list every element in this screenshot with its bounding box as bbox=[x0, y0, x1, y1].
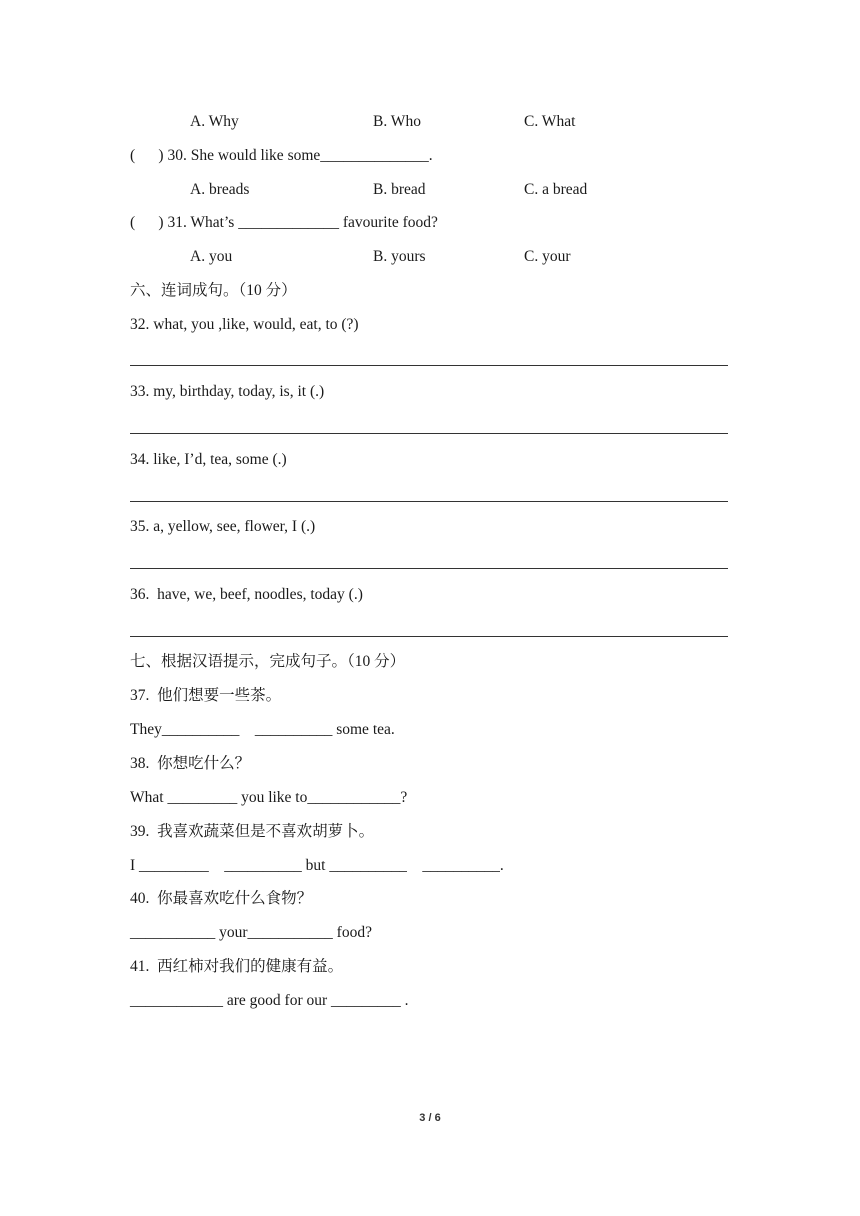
q38-prompt: 38. 你想吃什么？ bbox=[130, 755, 251, 772]
q30-option-a: A. breads bbox=[190, 181, 250, 198]
q35-answer-line[interactable] bbox=[130, 568, 728, 569]
q38-answer[interactable]: What _________ you like to____________? bbox=[130, 789, 408, 806]
q40-prompt: 40. 你最喜欢吃什么食物？ bbox=[130, 890, 313, 907]
q41-prompt: 41. 西红柿对我们的健康有益。 bbox=[130, 958, 344, 975]
q35-words: 35. a, yellow, see, flower, I (.) bbox=[130, 518, 316, 535]
q31-option-c: C. your bbox=[524, 248, 571, 265]
q30-stem: ( ) 30. She would like some______________. bbox=[130, 147, 433, 164]
q29-option-c: C. What bbox=[524, 113, 576, 130]
section7-title: 七、根据汉语提示，完成句子。（10 分） bbox=[130, 653, 406, 670]
q32-answer-line[interactable] bbox=[130, 365, 728, 366]
q39-answer[interactable]: I _________ __________ but __________ __________. bbox=[130, 857, 504, 874]
q29-option-b: B. Who bbox=[373, 113, 421, 130]
q29-option-a: A. Why bbox=[190, 113, 239, 130]
q40-answer[interactable]: ___________ your___________ food? bbox=[130, 924, 372, 941]
q32-words: 32. what, you ,like, would, eat, to (?) bbox=[130, 316, 359, 333]
q34-words: 34. like, I’d, tea, some (.) bbox=[130, 451, 287, 468]
q31-option-b: B. yours bbox=[373, 248, 426, 265]
q30-option-c: C. a bread bbox=[524, 181, 588, 198]
q33-words: 33. my, birthday, today, is, it (.) bbox=[130, 383, 325, 400]
q30-option-b: B. bread bbox=[373, 181, 426, 198]
q36-words: 36. have, we, beef, noodles, today (.) bbox=[130, 586, 363, 603]
q39-prompt: 39. 我喜欢蔬菜但是不喜欢胡萝卜。 bbox=[130, 823, 375, 840]
q33-answer-line[interactable] bbox=[130, 433, 728, 434]
q31-option-a: A. you bbox=[190, 248, 233, 265]
q41-answer[interactable]: ____________ are good for our _________ . bbox=[130, 992, 409, 1009]
section6-title: 六、连词成句。（10 分） bbox=[130, 282, 297, 299]
q34-answer-line[interactable] bbox=[130, 501, 728, 502]
q31-stem: ( ) 31. What’s _____________ favourite food? bbox=[130, 214, 438, 231]
page-number: 3 / 6 bbox=[419, 1112, 441, 1124]
q37-answer[interactable]: They__________ __________ some tea. bbox=[130, 721, 395, 738]
q36-answer-line[interactable] bbox=[130, 636, 728, 637]
q37-prompt: 37. 他们想要一些茶。 bbox=[130, 687, 282, 704]
